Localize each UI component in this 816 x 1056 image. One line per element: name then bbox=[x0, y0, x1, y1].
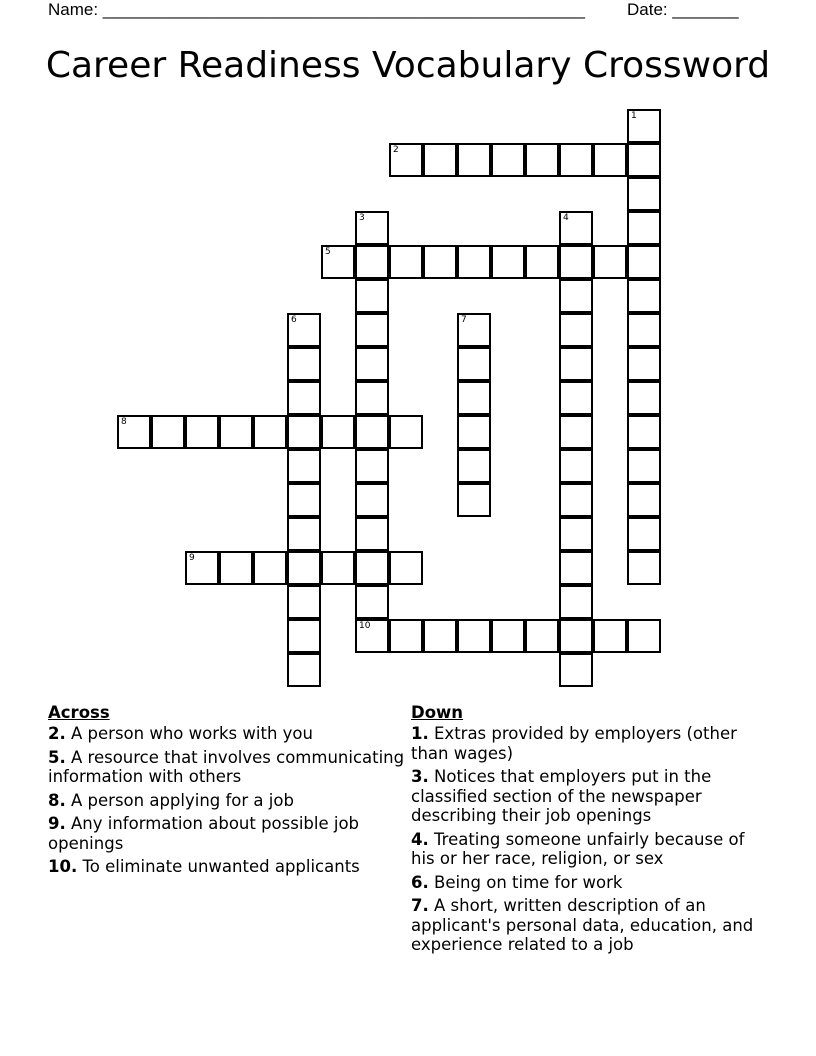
grid-cell[interactable] bbox=[559, 347, 593, 381]
across-clue bbox=[48, 857, 408, 877]
grid-cell[interactable] bbox=[627, 381, 661, 415]
clue-number: 1. bbox=[411, 724, 429, 743]
grid-cell[interactable] bbox=[525, 143, 559, 177]
grid-cell[interactable] bbox=[423, 619, 457, 653]
grid-cell[interactable] bbox=[389, 143, 423, 177]
clue-number: 2. bbox=[48, 724, 66, 743]
grid-cell[interactable] bbox=[389, 619, 423, 653]
cell-number: 6 bbox=[291, 315, 297, 325]
cell-number: 7 bbox=[461, 315, 467, 325]
across-clue bbox=[48, 748, 408, 787]
grid-cell[interactable] bbox=[355, 279, 389, 313]
grid-cell[interactable] bbox=[287, 415, 321, 449]
grid-cell[interactable] bbox=[457, 381, 491, 415]
down-clue bbox=[411, 724, 771, 763]
grid-cell[interactable] bbox=[287, 483, 321, 517]
clue-number: 5. bbox=[48, 747, 66, 767]
grid-cell[interactable] bbox=[253, 415, 287, 449]
grid-cell[interactable] bbox=[389, 551, 423, 585]
grid-cell[interactable] bbox=[627, 449, 661, 483]
grid-cell[interactable] bbox=[627, 177, 661, 211]
grid-cell[interactable] bbox=[355, 517, 389, 551]
grid-cell[interactable] bbox=[559, 415, 593, 449]
across-heading: Across bbox=[48, 703, 110, 722]
grid-cell[interactable] bbox=[593, 619, 627, 653]
grid-cell[interactable] bbox=[117, 415, 151, 449]
grid-cell[interactable] bbox=[423, 143, 457, 177]
grid-cell[interactable] bbox=[457, 619, 491, 653]
grid-cell[interactable] bbox=[559, 653, 593, 687]
grid-cell[interactable] bbox=[559, 449, 593, 483]
grid-cell[interactable] bbox=[559, 279, 593, 313]
clue-number: 10. bbox=[48, 857, 78, 876]
clue-text: A person applying for a job bbox=[71, 790, 294, 810]
grid-cell[interactable] bbox=[355, 415, 389, 449]
grid-cell[interactable] bbox=[287, 619, 321, 653]
clue-number: 6. bbox=[411, 872, 429, 892]
grid-cell[interactable] bbox=[559, 517, 593, 551]
across-clue bbox=[48, 791, 408, 811]
grid-cell[interactable] bbox=[525, 619, 559, 653]
across-clue bbox=[48, 724, 408, 744]
grid-cell[interactable] bbox=[321, 415, 355, 449]
grid-cell[interactable] bbox=[355, 211, 389, 245]
grid-cell[interactable] bbox=[559, 211, 593, 245]
grid-cell[interactable] bbox=[287, 551, 321, 585]
clue-text: Extras provided by employers (other than wages) bbox=[411, 724, 737, 763]
grid-cell[interactable] bbox=[457, 143, 491, 177]
down-clues bbox=[411, 702, 771, 959]
grid-cell[interactable] bbox=[287, 381, 321, 415]
clue-number: 9. bbox=[48, 814, 66, 833]
across-clue-list bbox=[48, 724, 408, 877]
grid-cell[interactable] bbox=[457, 347, 491, 381]
grid-cell[interactable] bbox=[525, 245, 559, 279]
grid-cell[interactable] bbox=[559, 143, 593, 177]
grid-cell[interactable] bbox=[355, 313, 389, 347]
grid-cell[interactable] bbox=[355, 347, 389, 381]
grid-cell[interactable] bbox=[491, 245, 525, 279]
clue-text: Being on time for work bbox=[434, 872, 623, 892]
grid-cell[interactable] bbox=[627, 279, 661, 313]
grid-cell[interactable] bbox=[627, 143, 661, 177]
grid-cell[interactable] bbox=[627, 517, 661, 551]
clue-number: 8. bbox=[48, 790, 66, 810]
grid-cell[interactable] bbox=[627, 211, 661, 245]
cell-number: 9 bbox=[189, 553, 195, 563]
grid-cell[interactable] bbox=[287, 313, 321, 347]
grid-cell[interactable] bbox=[151, 415, 185, 449]
across-clue bbox=[48, 814, 408, 853]
grid-cell[interactable] bbox=[287, 449, 321, 483]
grid-cell[interactable] bbox=[491, 619, 525, 653]
date-field[interactable]: Date: _______ bbox=[627, 0, 739, 19]
grid-cell[interactable] bbox=[627, 347, 661, 381]
grid-cell[interactable] bbox=[355, 381, 389, 415]
grid-cell[interactable] bbox=[559, 585, 593, 619]
grid-cell[interactable] bbox=[287, 585, 321, 619]
clue-text: A short, written description of an applicant's personal data, education, and experience related to a job bbox=[411, 896, 754, 954]
grid-cell[interactable] bbox=[457, 313, 491, 347]
down-clue-list bbox=[411, 724, 771, 955]
cell-number: 1 bbox=[631, 111, 637, 121]
grid-cell[interactable] bbox=[457, 415, 491, 449]
grid-cell[interactable] bbox=[389, 245, 423, 279]
grid-cell[interactable] bbox=[627, 415, 661, 449]
grid-cell[interactable] bbox=[593, 143, 627, 177]
grid-cell[interactable] bbox=[559, 381, 593, 415]
down-clue bbox=[411, 896, 771, 955]
grid-cell[interactable] bbox=[355, 619, 389, 653]
clue-text: Any information about possible job openings bbox=[48, 814, 360, 853]
down-clue bbox=[411, 873, 771, 893]
cell-number: 3 bbox=[359, 213, 365, 223]
grid-cell[interactable] bbox=[627, 245, 661, 279]
grid-cell[interactable] bbox=[627, 313, 661, 347]
down-clue bbox=[411, 767, 771, 826]
grid-cell[interactable] bbox=[457, 245, 491, 279]
grid-cell[interactable] bbox=[559, 619, 593, 653]
grid-cell[interactable] bbox=[559, 483, 593, 517]
grid-cell[interactable] bbox=[321, 245, 355, 279]
name-field[interactable]: Name: ___________________________________________________ bbox=[48, 0, 585, 19]
grid-cell[interactable] bbox=[559, 551, 593, 585]
grid-cell[interactable] bbox=[185, 551, 219, 585]
cell-number: 8 bbox=[121, 417, 127, 427]
grid-cell[interactable] bbox=[389, 415, 423, 449]
grid-cell[interactable] bbox=[355, 245, 389, 279]
across-clues bbox=[48, 702, 408, 881]
grid-cell[interactable] bbox=[287, 653, 321, 687]
grid-cell[interactable] bbox=[491, 143, 525, 177]
grid-cell[interactable] bbox=[253, 551, 287, 585]
grid-cell[interactable] bbox=[219, 551, 253, 585]
grid-cell[interactable] bbox=[423, 245, 457, 279]
clue-number: 3. bbox=[411, 767, 429, 786]
grid-cell[interactable] bbox=[559, 245, 593, 279]
grid-cell[interactable] bbox=[457, 449, 491, 483]
grid-cell[interactable] bbox=[185, 415, 219, 449]
page-title: Career Readiness Vocabulary Crossword bbox=[45, 45, 771, 86]
grid-cell[interactable] bbox=[559, 313, 593, 347]
grid-cell[interactable] bbox=[627, 551, 661, 585]
clue-text: A person who works with you bbox=[71, 724, 313, 743]
cell-number: 4 bbox=[563, 213, 569, 223]
clue-text: A resource that involves communicating information with others bbox=[48, 747, 405, 786]
grid-cell[interactable] bbox=[355, 585, 389, 619]
grid-cell[interactable] bbox=[627, 109, 661, 143]
cell-number: 2 bbox=[393, 145, 399, 155]
grid-cell[interactable] bbox=[287, 347, 321, 381]
clue-text: Notices that employers put in the classified section of the newspaper describing their job openings bbox=[411, 767, 712, 825]
grid-cell[interactable] bbox=[627, 483, 661, 517]
grid-cell[interactable] bbox=[287, 517, 321, 551]
grid-cell[interactable] bbox=[593, 245, 627, 279]
clue-number: 4. bbox=[411, 829, 429, 849]
grid-cell[interactable] bbox=[457, 483, 491, 517]
down-heading: Down bbox=[411, 703, 464, 722]
clue-text: Treating someone unfairly because of his or her race, religion, or sex bbox=[411, 829, 745, 868]
grid-cell[interactable] bbox=[355, 449, 389, 483]
down-clue bbox=[411, 830, 771, 869]
clue-text: To eliminate unwanted applicants bbox=[82, 857, 360, 876]
cell-number: 5 bbox=[325, 247, 331, 257]
cell-number: 10 bbox=[359, 621, 371, 631]
grid-cell[interactable] bbox=[627, 619, 661, 653]
grid-cell[interactable] bbox=[355, 551, 389, 585]
grid-cell[interactable] bbox=[355, 483, 389, 517]
grid-cell[interactable] bbox=[321, 551, 355, 585]
grid-cell[interactable] bbox=[219, 415, 253, 449]
clue-number: 7. bbox=[411, 896, 429, 915]
